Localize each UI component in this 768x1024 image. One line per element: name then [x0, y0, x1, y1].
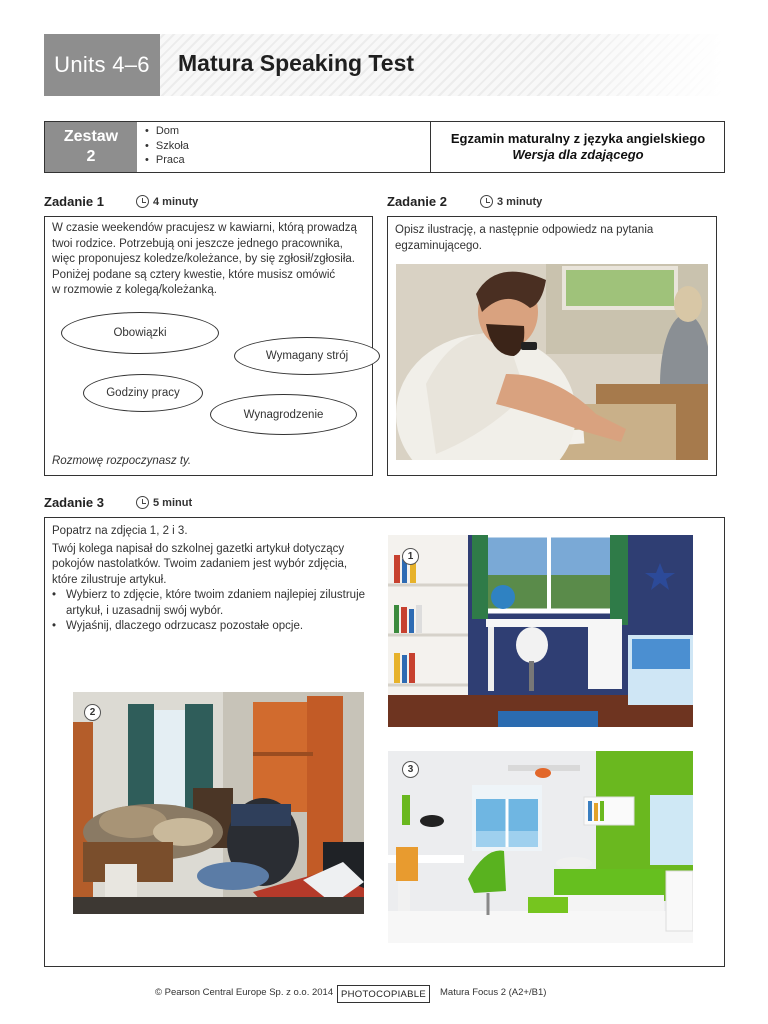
task3-bullet: [52, 588, 382, 619]
point-duties: Obowiązki: [61, 312, 219, 354]
tidy-room-illustration: [388, 535, 693, 727]
task3-bullet-line: artykuł, i uzasadnij swój wybór.: [66, 604, 224, 617]
task1-heading: Zadanie 1: [44, 194, 104, 209]
unit-label: Units 4–6: [44, 34, 160, 96]
room-photo-2: [73, 692, 364, 914]
exam-version: Wersja dla zdającego: [512, 147, 644, 162]
modern-room-illustration: [388, 751, 693, 943]
exam-student-illustration: [396, 264, 708, 460]
task1-closing: Rozmowę rozpoczynasz ty.: [52, 455, 192, 467]
task2-heading: Zadanie 2: [387, 194, 447, 209]
photo-number-2: 2: [84, 704, 101, 721]
task1-line: W czasie weekendów pracujesz w kawiarni, którą prowadzą: [52, 222, 357, 234]
task1-line: twoi rodzice. Potrzebują oni jeszcze jednego pracownika,: [52, 237, 343, 250]
footer-copyright: © Pearson Central Europe Sp. z o.o. 2014: [155, 987, 334, 998]
task1-time: [136, 195, 198, 208]
set-badge: [45, 122, 137, 172]
task3-time-label: 5 minut: [153, 496, 193, 509]
photo-number-3: 3: [402, 761, 419, 778]
task3-bullet-line: • Wyjaśnij, dlaczego odrzucasz pozostałe opcje.: [66, 620, 304, 632]
exam-title: Egzamin maturalny z języka angielskiego: [450, 131, 706, 146]
topic-item: • Dom: [145, 124, 189, 139]
task1-time-label: 4 minuty: [153, 195, 199, 208]
point-salary: Wynagrodzenie: [210, 394, 357, 435]
task3-box: [44, 517, 725, 967]
exam-info: [430, 122, 725, 172]
clock-icon: [480, 195, 493, 208]
set-number: 2: [86, 148, 96, 165]
task1-line: Poniżej podane są cztery kwestie, które musisz omówić: [52, 268, 336, 281]
task1-text: [52, 221, 370, 299]
task2-box: [387, 216, 717, 476]
task1-box: [44, 216, 373, 476]
clock-icon: [136, 496, 149, 509]
room-photo-1: [388, 535, 693, 727]
room-photo-3: [388, 751, 693, 943]
footer-book-title: Matura Focus 2 (A2+/B1): [440, 987, 547, 998]
task2-line: Opisz ilustrację, a następnie odpowiedz na pytania: [395, 224, 654, 236]
photo-number-1: 1: [402, 548, 419, 565]
photocopiable-badge: PHOTOCOPIABLE: [337, 985, 430, 1003]
banner-fade: [564, 34, 724, 96]
task1-line: w rozmowie z kolegą/koleżanką.: [52, 284, 217, 296]
messy-room-illustration: [73, 692, 364, 914]
task2-text: [395, 223, 711, 254]
header-banner: [44, 34, 724, 96]
task3-line: Twój kolega napisał do szkolnej gazetki artykuł dotyczący: [52, 542, 345, 555]
task3-bullet: [52, 619, 382, 635]
task3-line: pokojów nastolatków. Twoim zadaniem jest wybór zdjęcia,: [52, 558, 348, 570]
task3-bullets: [52, 588, 382, 635]
exam-student-photo: [396, 264, 708, 460]
task3-line: które zilustruje artykuł.: [52, 573, 167, 586]
task3-intro: Popatrz na zdjęcia 1, 2 i 3.: [52, 525, 188, 537]
clock-icon: [136, 195, 149, 208]
task1-line: więc proponujesz koledze/koleżance, by się zgłosił/zgłosiła.: [52, 253, 355, 265]
task3-time: [136, 496, 192, 509]
task3-bullet-line: • Wybierz to zdjęcie, które twoim zdaniem najlepiej zilustruje: [66, 589, 366, 601]
topic-item: • Praca: [145, 153, 189, 168]
topic-list: [145, 124, 189, 168]
task2-time: [480, 195, 542, 208]
point-hours: Godziny pracy: [83, 374, 203, 412]
task3-text: [52, 524, 382, 635]
task3-heading: Zadanie 3: [44, 495, 104, 510]
task2-time-label: 3 minuty: [497, 195, 543, 208]
topic-item: • Szkoła: [145, 139, 189, 154]
set-label: Zestaw: [63, 128, 119, 145]
point-dress-code: Wymagany strój: [234, 337, 380, 375]
task2-line: egzaminującego.: [395, 239, 482, 252]
set-info-row: [44, 121, 725, 173]
page-title: Matura Speaking Test: [178, 50, 415, 76]
